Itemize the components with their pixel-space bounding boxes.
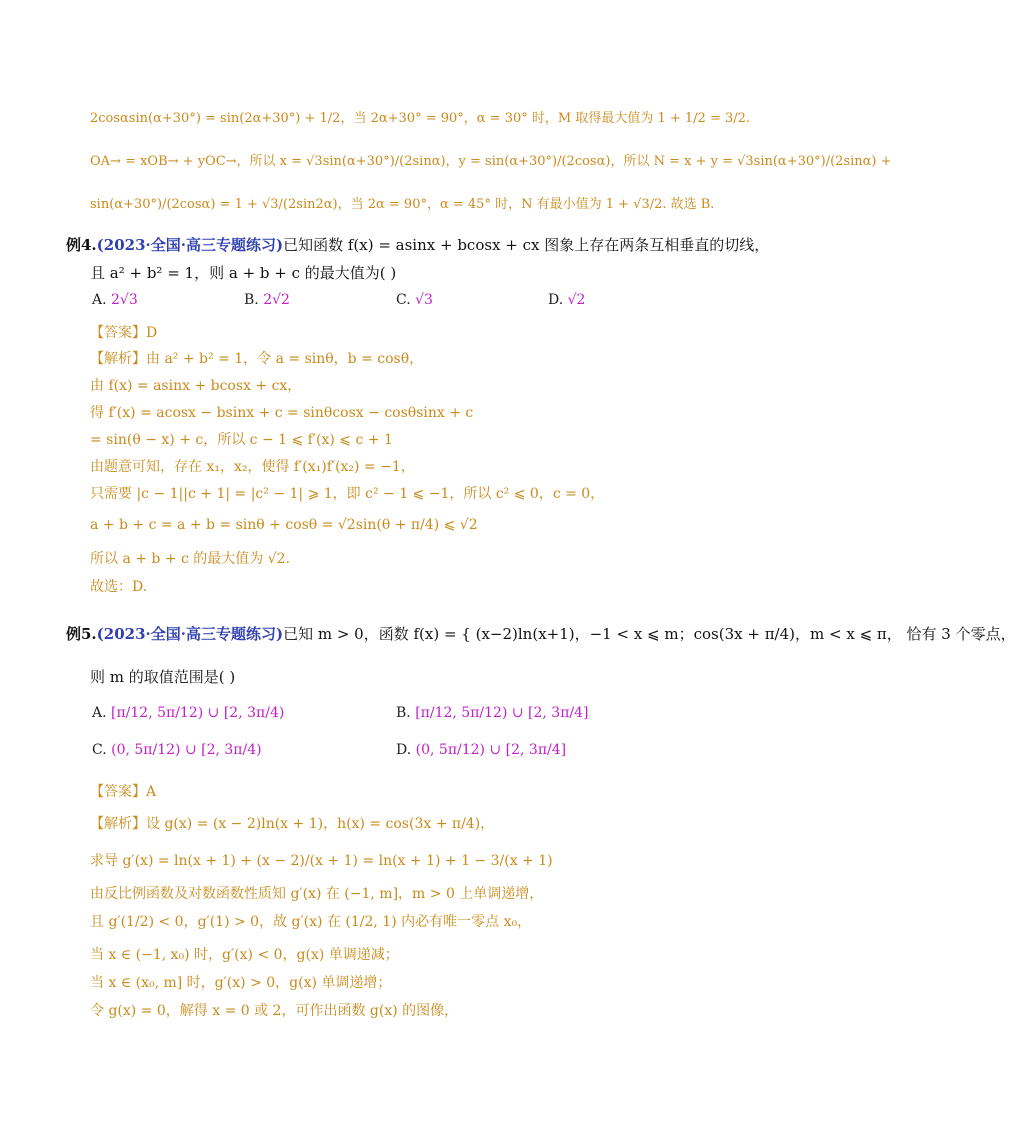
ex5-analysis-7: 令 g(x) = 0，解得 x = 0 或 2，可作出函数 g(x) 的图像， [90, 1003, 459, 1019]
ex5-option-d: D. (0, 5π/12) ∪ [2, 3π/4] [396, 742, 567, 758]
ex4-source: (2023·全国·高三专题练习) [96, 236, 284, 254]
ex4-analysis-7: a + b + c = a + b = sinθ + cosθ = √2sin(θ + π/4) ⩽ √2 [90, 517, 478, 533]
solution-line-3: sin(α+30°)/(2cosα) = 1 + √3/(2sin2α)，当 2α = 90°，α = 45° 时，N 有最小值为 1 + √3/2. 故选 B. [90, 197, 715, 212]
ex5-question-line1: 已知 m > 0，函数 f(x) = { (x−2)ln(x+1)，−1 < x ⩽ m；cos(3x + π/4)，m < x ⩽ π， 恰有 3 个零点， [283, 625, 1016, 643]
ex5-analysis-5: 当 x ∈ (−1, x₀) 时，g′(x) < 0，g(x) 单调递减； [90, 947, 399, 963]
ex4-heading [66, 236, 769, 254]
ex5-option-a: A. [π/12, 5π/12) ∪ [2, 3π/4) [92, 705, 285, 721]
ex4-analysis-8: 所以 a + b + c 的最大值为 √2. [90, 551, 291, 567]
ex5-heading [66, 625, 1016, 643]
ex4-answer: 【答案】D [90, 325, 158, 341]
ex5-answer: 【答案】A [90, 784, 157, 800]
ex4-analysis-5: 由题意可知，存在 x₁，x₂，使得 f′(x₁)f′(x₂) = −1， [90, 459, 415, 475]
ex4-question-line2: 且 a² + b² = 1，则 a + b + c 的最大值为( ) [90, 264, 397, 282]
ex4-analysis-1: 【解析】由 a² + b² = 1，令 a = sinθ，b = cosθ， [90, 351, 424, 367]
ex4-analysis-9: 故选：D. [90, 579, 148, 595]
ex4-option-b: B. 2√2 [244, 292, 290, 308]
solution-line-2: OA→ = xOB→ + yOC→，所以 x = √3sin(α+30°)/(2sinα)，y = sin(α+30°)/(2cosα)，所以 N = x + y = √3sin(α+30°)/(2sinα) + [90, 154, 892, 169]
ex5-option-c: C. (0, 5π/12) ∪ [2, 3π/4) [92, 742, 262, 758]
ex4-analysis-2: 由 f(x) = asinx + bcosx + cx， [90, 378, 302, 394]
ex4-option-d: D. √2 [548, 292, 586, 308]
ex4-option-a: A. 2√3 [92, 292, 138, 308]
ex4-analysis-4: = sin(θ − x) + c，所以 c − 1 ⩽ f′(x) ⩽ c + 1 [90, 432, 393, 448]
ex4-label: 例4. [66, 236, 97, 254]
ex5-analysis-6: 当 x ∈ (x₀, m] 时，g′(x) > 0，g(x) 单调递增； [90, 975, 392, 991]
ex4-question-line1: 已知函数 f(x) = asinx + bcosx + cx 图象上存在两条互相垂直的切线， [283, 236, 770, 254]
ex5-analysis-1: 【解析】设 g(x) = (x − 2)ln(x + 1)，h(x) = cos(3x + π/4)， [90, 816, 495, 832]
ex5-source: (2023·全国·高三专题练习) [96, 625, 284, 643]
ex5-option-b: B. [π/12, 5π/12) ∪ [2, 3π/4] [396, 705, 589, 721]
ex5-label: 例5. [66, 625, 97, 643]
ex5-question-line2: 则 m 的取值范围是( ) [90, 668, 236, 686]
ex4-analysis-3: 得 f′(x) = acosx − bsinx + c = sinθcosx − cosθsinx + c [90, 405, 474, 421]
solution-line-1: 2cosαsin(α+30°) = sin(2α+30°) + 1/2，当 2α+30° = 90°，α = 30° 时，M 取得最大值为 1 + 1/2 = 3/2. [90, 111, 751, 126]
ex4-analysis-6: 只需要 |c − 1||c + 1| = |c² − 1| ⩾ 1，即 c² − 1 ⩽ −1，所以 c² ⩽ 0，c = 0， [90, 486, 605, 502]
ex5-analysis-2: 求导 g′(x) = ln(x + 1) + (x − 2)/(x + 1) = ln(x + 1) + 1 − 3/(x + 1) [90, 853, 553, 869]
ex4-option-c: C. √3 [396, 292, 433, 308]
ex5-analysis-4: 且 g′(1/2) < 0，g′(1) > 0，故 g′(x) 在 (1/2, 1) 内必有唯一零点 x₀， [90, 914, 532, 930]
ex5-analysis-3: 由反比例函数及对数函数性质知 g′(x) 在 (−1, m]，m > 0 上单调递增， [90, 886, 544, 902]
